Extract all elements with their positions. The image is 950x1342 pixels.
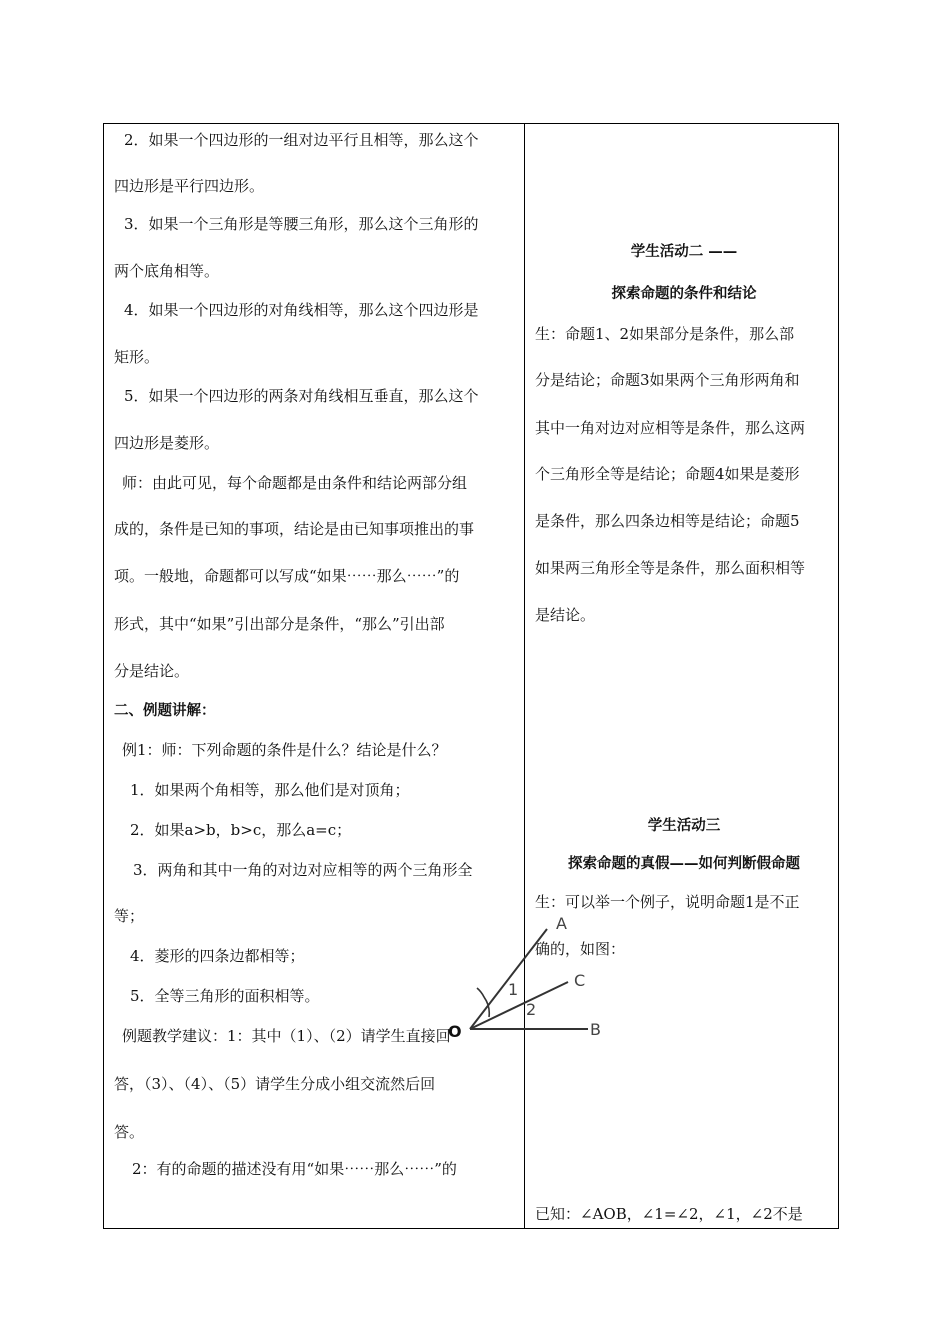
text-line: 分是结论；命题3如果两个三角形两角和 <box>535 371 800 389</box>
text-line: 生：可以举一个例子，说明命题1是不正 <box>535 893 800 911</box>
text-line: 是结论。 <box>535 606 596 624</box>
text-line: 形式，其中“如果”引出部分是条件，“那么”引出部 <box>114 615 445 633</box>
label-o: O <box>448 1022 462 1041</box>
activity3-title: 学生活动三 <box>647 818 721 834</box>
text-line: 四边形是菱形。 <box>114 434 220 452</box>
text-line: 是条件，那么四条边相等是结论；命题5 <box>535 512 800 530</box>
text-line: 分是结论。 <box>114 662 190 680</box>
text-line: 生：命题1、2如果部分是条件，那么部 <box>535 325 795 343</box>
text-line: 例1：师：下列命题的条件是什么？结论是什么？ <box>122 741 447 759</box>
activity2-subtitle: 探索命题的条件和结论 <box>611 286 757 302</box>
label-b: B <box>590 1020 601 1039</box>
angle-figure <box>435 885 605 1041</box>
text-line: 确的，如图： <box>535 940 626 958</box>
text-line: 2：有的命题的描述没有用“如果⋯⋯那么⋯⋯”的 <box>132 1160 457 1178</box>
text-line: 项。一般地，命题都可以写成“如果⋯⋯那么⋯⋯”的 <box>114 567 460 585</box>
text-line: 两个底角相等。 <box>114 262 220 280</box>
text-line: 5．全等三角形的面积相等。 <box>130 987 320 1005</box>
column-divider <box>524 124 525 1228</box>
text-line: 5．如果一个四边形的两条对角线相互垂直，那么这个 <box>124 387 479 405</box>
label-a: A <box>556 914 567 933</box>
ray-oc-line <box>470 982 568 1029</box>
section-heading: 二、例题讲解： <box>114 703 216 719</box>
activity2-title: 学生活动二 —— <box>630 244 738 260</box>
text-line: 四边形是平行四边形。 <box>114 177 265 195</box>
text-line: 2．如果一个四边形的一组对边平行且相等，那么这个 <box>124 131 479 149</box>
text-line: 等； <box>114 907 145 925</box>
label-angle-2: 2 <box>526 1000 537 1019</box>
text-line: 答，（3）、（4）、（5）请学生分成小组交流然后回 <box>114 1075 436 1093</box>
text-line: 已知：∠AOB，∠1=∠2，∠1，∠2不是 <box>535 1205 803 1223</box>
text-line: 例题教学建议：1：其中（1）、（2）请学生直接回 <box>122 1027 451 1045</box>
activity3-subtitle: 探索命题的真假——如何判断假命题 <box>568 856 800 872</box>
text-line: 3．如果一个三角形是等腰三角形，那么这个三角形的 <box>124 215 479 233</box>
text-line: 矩形。 <box>114 348 160 366</box>
lesson-table <box>103 123 839 1229</box>
label-c: C <box>574 971 586 990</box>
text-line: 成的，条件是已知的事项，结论是由已知事项推出的事 <box>114 520 475 538</box>
label-angle-1: 1 <box>508 980 519 999</box>
text-line: 1．如果两个角相等，那么他们是对顶角； <box>130 781 410 799</box>
text-line: 答。 <box>114 1123 145 1141</box>
text-line: 3．两角和其中一角的对边对应相等的两个三角形全 <box>133 861 473 879</box>
text-line: 2．如果a>b，b>c，那么a=c； <box>130 821 352 839</box>
text-line: 师：由此可见，每个命题都是由条件和结论两部分组 <box>122 474 468 492</box>
text-line: 个三角形全等是结论；命题4如果是菱形 <box>535 465 800 483</box>
text-line: 4．如果一个四边形的对角线相等，那么这个四边形是 <box>124 301 479 319</box>
text-line: 如果两三角形全等是条件，那么面积相等 <box>535 559 806 577</box>
text-line: 其中一角对边对应相等是条件，那么这两 <box>535 419 806 437</box>
text-line: 4．菱形的四条边都相等； <box>130 947 305 965</box>
